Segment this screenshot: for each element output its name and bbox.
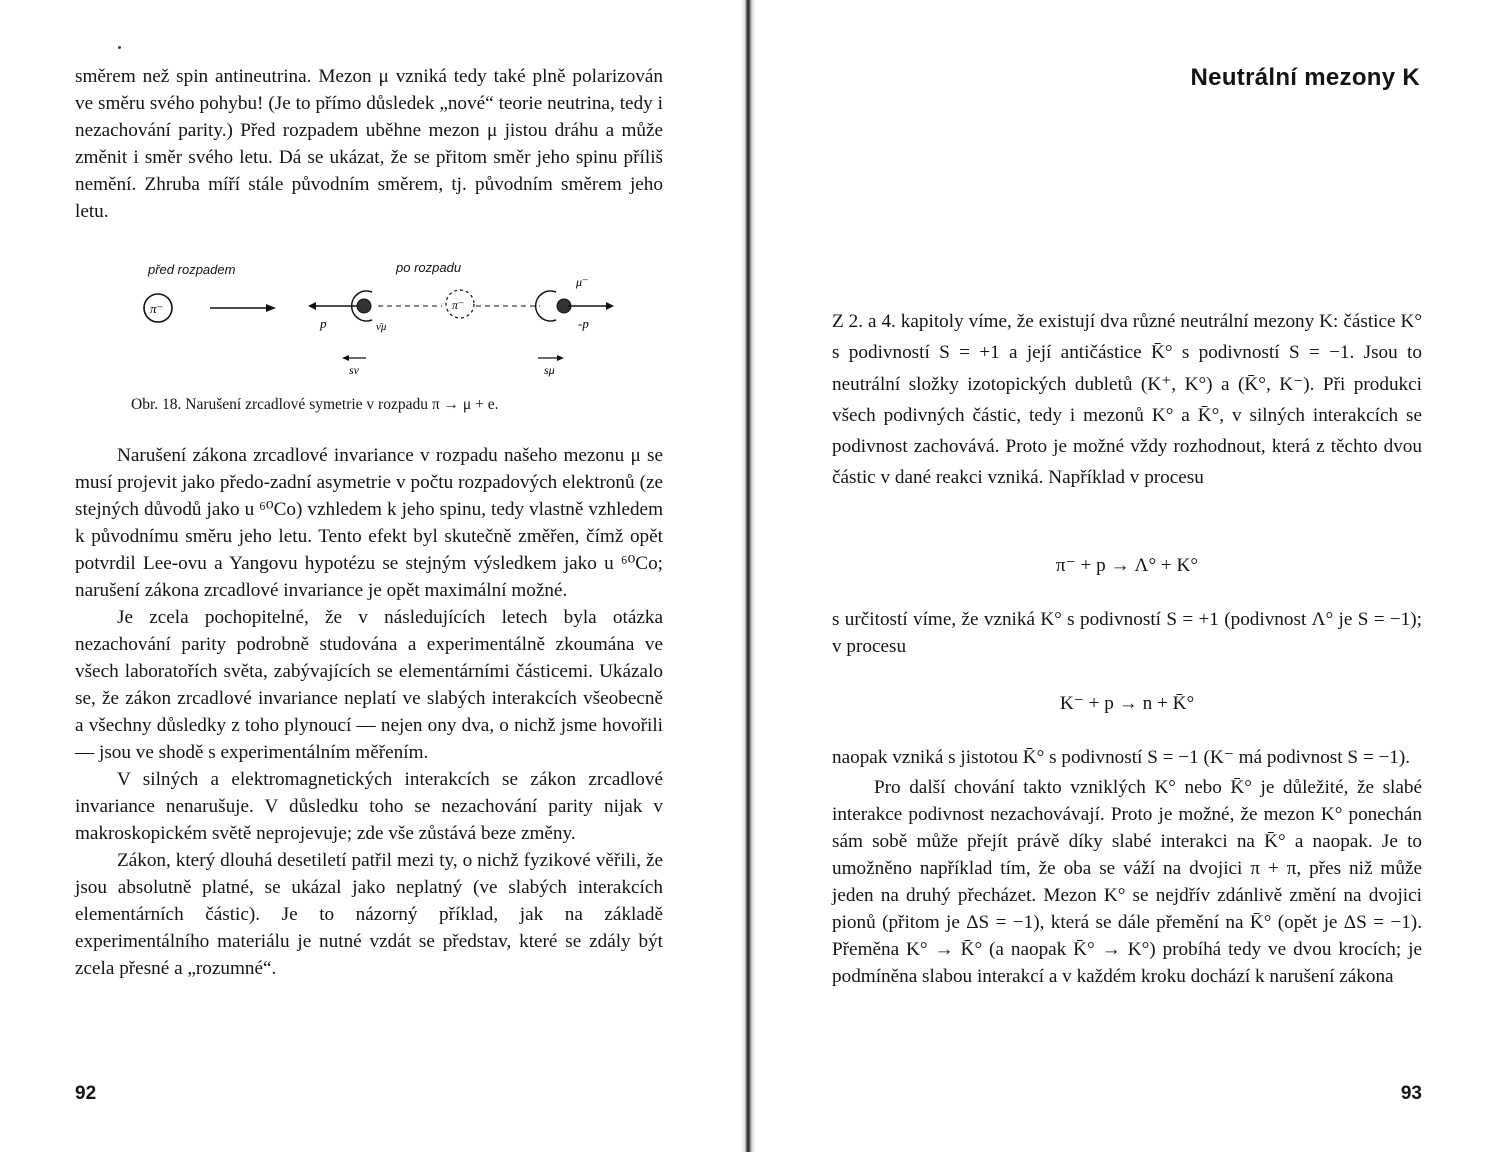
right-para-4: Pro další chování takto vzniklých K° nebo K̄° je důležité, že slabé interakce podivnost nezachovávají. Proto je možné, že mezon K° ponechán sám sobě může přejít právě díky slabé interakci na K̄° a naopak. Je to umožněno například tím, že oba se váží na dvojici π + π, přes niž může jeden na druhý přecházet. Mezon K° se nejdřív zdánlivě změní na dvojici pionů (přitom je ΔS = −1), která se dále přemění na K̄° (opět je ΔS = −1). Přeměna K° → K̄° (a naopak K̄° → K°) probíhá tedy ve dvou krocích; je podmíněna slabou interakcí a v každém kroku dochází k narušení zákona — [832, 777, 1422, 987]
right-body — [832, 744, 1422, 990]
spin-neutrino-head — [342, 355, 349, 361]
figure-label-after: po rozpadu — [396, 260, 462, 275]
momentum-left-head — [308, 302, 316, 310]
pion-label: π⁻ — [150, 301, 164, 316]
right-para-1-text: Z 2. a 4. kapitoly víme, že existují dva různé neutrální mezony K: částice K° s podivností S = +1 a její antičástice K̄° s podivností S = −1. Jsou to neutrální složky izotopických dubletů (K⁺, K°) a (K̄°, K⁻). Při produkci všech podivných částic, tedy i mezonů K° a K̄°, v silných interakcích se podivnost zachovává. Proto je možné vždy rozhodnout, která z těchto dvou částic v dané reakci vzniká. Například v procesu — [832, 311, 1422, 489]
figure-caption: Obr. 18. Narušení zrcadlové symetrie v rozpadu π → μ + e. — [131, 396, 499, 413]
spin-muon-head — [557, 355, 564, 361]
speck — [118, 46, 121, 49]
left-paragraph-1 — [75, 63, 663, 225]
equation-2-block — [832, 690, 1422, 717]
right-para-2-text: s určitostí víme, že vzniká K° s podivností S = +1 (podivnost Λ° je S = −1); v procesu — [832, 609, 1422, 657]
book-spine-gutter — [740, 0, 756, 1152]
left-body — [75, 442, 663, 982]
right-paragraph-2 — [832, 606, 1422, 660]
equation-1: π⁻ + p → Λ° + K° — [1055, 555, 1199, 576]
muon-spin-loop — [536, 291, 556, 321]
right-paragraph-1 — [832, 306, 1422, 494]
left-para-4: V silných a elektromagnetických interakcích se zákon zrcadlové invariance nenarušuje. V důsledku toho se nezachování parity nijak v makroskopickém světě neprojevuje; zde vše zůstává beze změny. — [75, 769, 663, 844]
page-number-left: 92 — [75, 1083, 97, 1104]
equation-2: K⁻ + p → n + K̄° — [1059, 693, 1195, 714]
left-para-1-text: směrem než spin antineutrina. Mezon μ vzniká tedy také plně polarizován ve směru svého pohybu! (Je to přímo důsledek „nové“ teorie neutrina, tedy i nezachování parity.) Před rozpadem uběhne mezon μ jistou dráhu a může změnit i směr svého letu. Dá se ukázat, že se přitom směr jeho spinu příliš nemění. Zhruba míří stále původním směrem, tj. původním směrem jeho letu. — [75, 66, 663, 222]
momentum-right-label: -p⃗ — [578, 316, 599, 331]
spin-muon-label: sμ — [544, 363, 555, 377]
left-para-5: Zákon, který dlouhá desetiletí patřil mezi ty, o nichž fyzikové věřili, že jsou absolutně platné, se ukázal jako neplatný (ve slabých interakcích elementárních částic). Je to názorný příklad, jak na základě experimentálního materiálu je nutné vzdát se představ, které se zdály být zcela přesné a „rozumné“. — [75, 850, 663, 979]
neutrino-core — [357, 299, 371, 313]
neutrino-label: ν̄μ — [376, 321, 387, 333]
momentum-right-head — [606, 302, 614, 310]
spin-neutrino-label: sν — [349, 363, 359, 377]
figure-label-before: před rozpadem — [148, 262, 236, 277]
left-para-2: Narušení zákona zrcadlové invariance v rozpadu našeho mezonu μ se musí projevit jako předo-zadní asymetrie v počtu rozpadových elektronů (ze stejných důvodů jako u ⁶⁰Co) vzhledem k jeho spinu, tedy vlastně vzhledem k původnímu směru jeho letu. Tento efekt byl skutečně změřen, čímž opět potvrdil Lee-ovu a Yangovu hypotézu se stejným výsledkem jako u ⁶⁰Co; narušení zákona zrcadlové invariance je opět maximální možné. — [75, 445, 663, 601]
muon-label: μ⁻ — [576, 275, 589, 289]
momentum-left-label: p⃗ — [320, 316, 337, 331]
left-page — [0, 0, 740, 1152]
left-para-3: Je zcela pochopitelné, že v následujících letech byla otázka nezachování parity podrobně studována a experimentálně zkoumána ve všech laboratořích světa, zabývajících se elementárními částicemi. Ukázalo se, že zákon zrcadlové invariance neplatí ve slabých interakcích všeobecně a všechny důsledky z toho plynoucí — nejen ony dva, o nichž jsme hovořili — jsou ve shodě s experimentálním měřením. — [75, 607, 663, 763]
right-para-3: naopak vzniká s jistotou K̄° s podivností S = −1 (K⁻ má podivnost S = −1). — [832, 747, 1411, 768]
figure-18-diagram — [120, 270, 640, 380]
decay-arrowhead — [266, 304, 276, 312]
equation-1-block — [832, 552, 1422, 579]
page-number-right: 93 — [1400, 1083, 1422, 1104]
chapter-title: Neutrální mezony K — [1190, 64, 1420, 91]
pion-center-label: π⁻ — [452, 298, 465, 312]
